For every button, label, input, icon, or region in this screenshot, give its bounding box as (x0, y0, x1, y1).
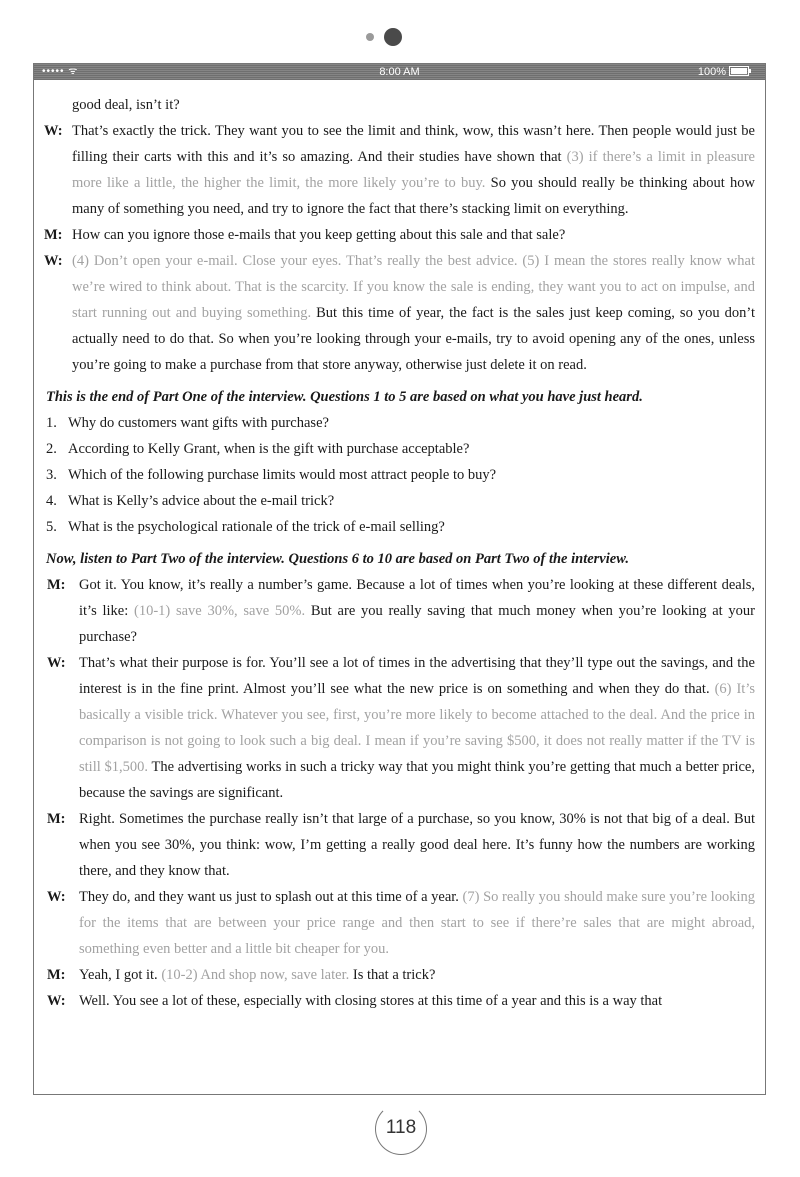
sensor-dot (366, 33, 374, 41)
question-item: 5. What is the psychological rationale of the trick of e-mail selling? (46, 519, 445, 535)
speaker-label: W: (44, 123, 63, 139)
device-camera (366, 28, 406, 48)
transcript-line: W: They do, and they want us just to splash out at this time of a year. (7) So really you should make sure you’re looking for the items that are between your price range and then start to see if there’re sales that are might abroad, something even better and a little bit cheaper for you. (34, 884, 765, 962)
battery-status (698, 64, 749, 80)
answer-highlight: (3) if there’s a limit in pleasure more like a little, the higher the limit, the more likely you’re to buy. (72, 149, 755, 191)
speaker-label: W: (47, 889, 66, 905)
question-item: 4. What is Kelly’s advice about the e-mail trick? (46, 493, 335, 509)
transcript-line: M: Got it. You know, it’s really a number’s game. Because a lot of times when you’re looking at these different deals, it’s like: (10-1) save 30%, save 50%. But are you really saving that much money when you’re looking at your purchase? (34, 572, 765, 650)
transcript (34, 92, 765, 1014)
answer-highlight: (7) So really you should make sure you’re looking for the items that are between your price range and then start to see if there’re sales that are might abroad, something even better and a little bit cheaper for you. (79, 889, 755, 957)
camera-lens (384, 28, 402, 46)
transcript-line: M: How can you ignore those e-mails that you keep getting about this sale and that sale? (34, 222, 765, 248)
speaker-label: M: (47, 967, 66, 983)
signal-wifi-icon: ••••• ᯤ (42, 66, 79, 77)
section-instruction: Now, listen to Part Two of the interview. Questions 6 to 10 are based on Part Two of the interview. (46, 551, 629, 567)
status-time: 8:00 AM (379, 66, 420, 78)
page-number: 118 (385, 1117, 417, 1138)
page-number-badge (375, 1103, 427, 1155)
answer-highlight: (6) It’s basically a visible trick. Whatever you see, first, you’re more likely to become attached to the deal. And the price in comparison is not going to look such a big deal. I mean if you’re saving $500, it does not really matter if the TV is still $1,500. (79, 681, 756, 775)
transcript-line: M: Right. Sometimes the purchase really isn’t that large of a purchase, so you know, 30% is not that big of a deal. But when you see 30%, you think: wow, I’m getting a really good deal here. It’s funny how the numbers are working there, and they know that. (34, 806, 765, 884)
battery-percent: 100% (697, 66, 726, 78)
transcript-line: W: That’s what their purpose is for. You’ll see a lot of times in the advertising that they’ll type out the savings, and the interest is in the fine print. Almost you’ll see what the new price is on something and when they do that. (6) It’s basically a visible trick. Whatever you see, first, you’re more likely to become attached to the deal. And the price in comparison is not going to look such a big deal. I mean if you’re saving $500, it does not really matter if the TV is still $1,500. The advertising works in such a tricky way that you might think you’re getting that much a better price, because the savings are significant. (34, 650, 765, 806)
speaker-label: M: (47, 577, 66, 593)
transcript-line: M: Yeah, I got it. (10-2) And shop now, save later. Is that a trick? (34, 962, 765, 988)
answer-highlight: (10-1) save 30%, save 50%. (133, 603, 306, 619)
device-screen (33, 63, 766, 1095)
transcript-line: W: Well. You see a lot of these, especially with closing stores at this time of a year and this is a way that (34, 988, 765, 1014)
battery-icon (729, 66, 749, 76)
speaker-label: M: (44, 227, 63, 243)
status-bar (34, 64, 765, 80)
question-item: 1. Why do customers want gifts with purchase? (46, 415, 329, 431)
speaker-label: W: (44, 253, 63, 269)
speaker-label: W: (47, 993, 66, 1009)
transcript-line: W: (4) Don’t open your e-mail. Close your eyes. That’s really the best advice. (5) I mean the stores really know what we’re wired to think about. That is the scarcity. If you know the sale is ending, they want you to act on impulse, and start running out and buying something. But this time of year, the fact is the sales just keep coming, so you don’t actually need to do that. So when you’re looking through your e-mails, try to avoid opening any of the ones, unless you’re going to make a purchase from that store anyway, otherwise just delete it on read. (34, 248, 765, 378)
answer-highlight: (10-2) And shop now, save later. (161, 967, 350, 983)
answer-highlight: (4) Don’t open your e-mail. Close your eyes. That’s really the best advice. (5) I mean the stores really know what we’re wired to think about. That is the scarcity. If you know the sale is ending, they want you to act on impulse, and start running out and buying something. (72, 253, 755, 321)
question-item: 3. Which of the following purchase limits would most attract people to buy? (46, 467, 497, 483)
speaker-label: M: (47, 811, 66, 827)
transcript-line: good deal, isn’t it? (72, 97, 180, 113)
question-item: 2. According to Kelly Grant, when is the gift with purchase acceptable? (46, 441, 470, 457)
transcript-line: W: That’s exactly the trick. They want you to see the limit and think, wow, this wasn’t here. Then people would just be filling their carts with this and it’s so amazing. And their studies have shown that (3) if there’s a limit in pleasure more like a little, the higher the limit, the more likely you’re to buy. So you should really be thinking about how many of something you need, and try to ignore the fact that there’s stacking limit on everything. (34, 118, 765, 222)
section-instruction: This is the end of Part One of the interview. Questions 1 to 5 are based on what you have just heard. (46, 389, 643, 405)
speaker-label: W: (47, 655, 66, 671)
